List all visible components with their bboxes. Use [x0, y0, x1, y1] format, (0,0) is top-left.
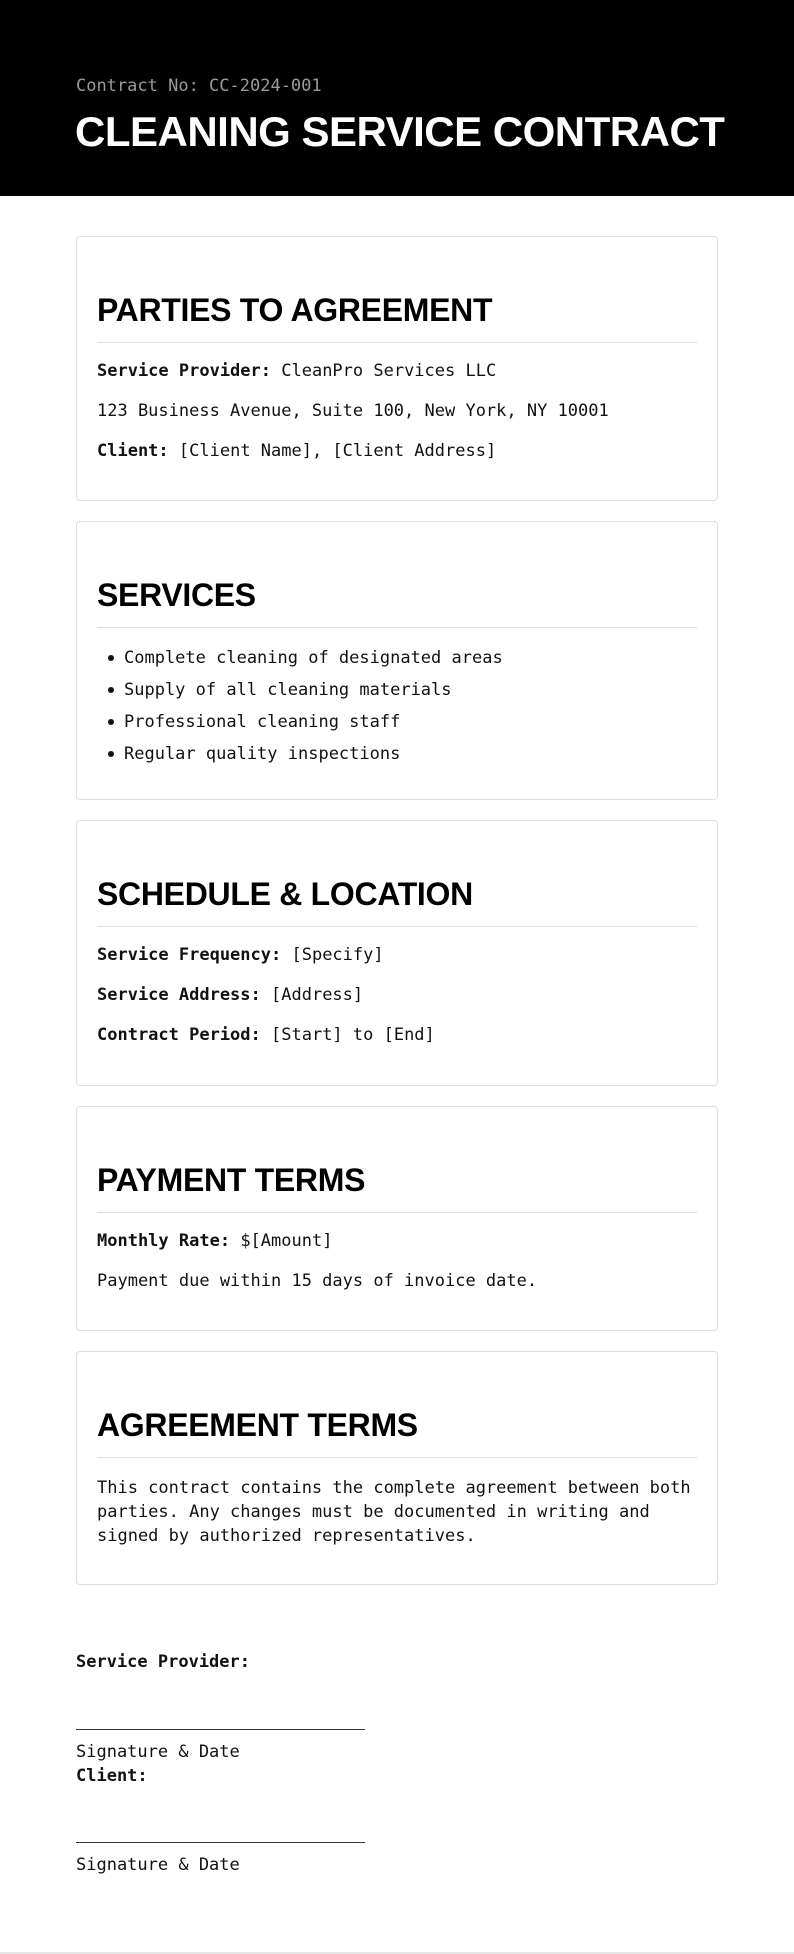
frequency-label: Service Frequency: [97, 945, 282, 965]
document-title: CLEANING SERVICE CONTRACT [75, 108, 725, 155]
agreement-section [76, 1351, 718, 1585]
contract-number: Contract No: CC-2024-001 [76, 76, 322, 96]
rate-label: Monthly Rate: [97, 1231, 231, 1251]
provider-signature-caption: Signature & Date [76, 1742, 240, 1762]
list-item: Supply of all cleaning materials [97, 678, 503, 710]
frequency-value: [Specify] [291, 945, 384, 965]
services-list [97, 646, 503, 774]
period-label: Contract Period: [97, 1025, 261, 1045]
contract-header [0, 0, 794, 196]
client-signature-label: Client: [76, 1766, 148, 1786]
section-title-services: SERVICES [97, 577, 256, 613]
provider-line [97, 361, 496, 381]
provider-value: CleanPro Services LLC [281, 361, 497, 381]
provider-address: 123 Business Avenue, Suite 100, New York, NY 10001 [97, 401, 609, 421]
rate-value: $[Amount] [240, 1231, 333, 1251]
section-title-parties: PARTIES TO AGREEMENT [97, 292, 493, 328]
provider-label: Service Provider: [97, 361, 271, 381]
section-divider [97, 1457, 697, 1458]
period-value: [Start] to [End] [271, 1025, 435, 1045]
address-line [97, 985, 363, 1005]
list-item: Complete cleaning of designated areas [97, 646, 503, 678]
payment-section [76, 1106, 718, 1331]
section-divider [97, 1212, 697, 1213]
services-section [76, 521, 718, 800]
rate-line [97, 1231, 332, 1251]
provider-signature-label: Service Provider: [76, 1652, 250, 1672]
client-signature-caption: Signature & Date [76, 1855, 240, 1875]
section-divider [97, 627, 697, 628]
section-title-payment: PAYMENT TERMS [97, 1162, 366, 1198]
section-title-schedule: SCHEDULE & LOCATION [97, 876, 473, 912]
address-value: [Address] [271, 985, 364, 1005]
parties-section [76, 236, 718, 501]
frequency-line [97, 945, 384, 965]
client-label: Client: [97, 441, 169, 461]
client-line [97, 441, 496, 461]
section-title-agreement: AGREEMENT TERMS [97, 1407, 418, 1443]
address-label: Service Address: [97, 985, 261, 1005]
provider-signature-line [76, 1729, 365, 1730]
client-value: [Client Name], [Client Address] [178, 441, 497, 461]
schedule-section [76, 820, 718, 1086]
section-divider [97, 342, 697, 343]
list-item: Regular quality inspections [97, 742, 503, 774]
period-line [97, 1025, 435, 1045]
section-divider [97, 926, 697, 927]
list-item: Professional cleaning staff [97, 710, 503, 742]
client-signature-line [76, 1842, 365, 1843]
payment-due-text: Payment due within 15 days of invoice date. [97, 1271, 538, 1291]
agreement-text: This contract contains the complete agreement between both parties. Any changes must be documented in writing and signed by authorized representatives. [97, 1478, 691, 1546]
